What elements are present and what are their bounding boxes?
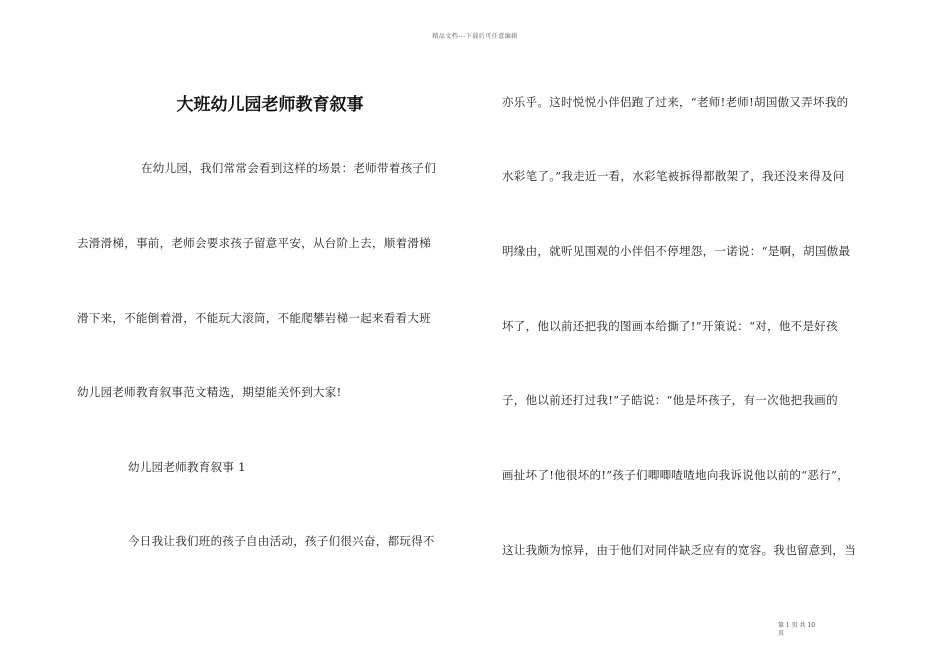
- right-line-6: 画扯坏了!他很坏的!”孩子们唧唧喳喳地向我诉说他以前的“恶行”，: [502, 468, 849, 482]
- left-line-4: 幼儿园老师教育叙事范文精选，期望能关怀到大家!: [77, 385, 342, 399]
- right-line-7: 这让我颇为惊异，由于他们对同伴缺乏应有的宽容。我也留意到，当: [502, 543, 856, 557]
- right-line-4: 坏了，他以前还把我的图画本给撕了!”开策说：“对，他不是好孩: [502, 319, 838, 333]
- page-number-line-1: 第 1 页 共 10: [778, 622, 816, 629]
- page-number: [778, 622, 858, 638]
- left-line-2: 去滑滑梯，事前，老师会要求孩子留意平安，从台阶上去，顺着滑梯: [77, 236, 431, 250]
- right-line-1: 亦乐乎。这时悦悦小伴侣跑了过来，“老师!老师!胡国傲又弄坏我的: [502, 95, 849, 109]
- page-number-line-2: 页: [778, 630, 785, 637]
- right-line-5: 子，他以前还打过我!”子皓说：“他是坏孩子，有一次他把我画的: [502, 393, 838, 407]
- page-header: 精品文档---下载后可任意编辑: [432, 33, 518, 40]
- left-line-1: 在幼儿园，我们常常会看到这样的场景：老师带着孩子们: [141, 161, 436, 175]
- right-line-3: 明缘由，就听见围观的小伴侣不停埋怨，一诺说：“是啊，胡国傲最: [502, 244, 851, 258]
- document-title: 大班幼儿园老师教育叙事: [176, 95, 364, 115]
- right-line-2: 水彩笔了。”我走近一看，水彩笔被拆得都散架了，我还没来得及问: [502, 169, 845, 183]
- left-line-6: 今日我让我们班的孩子自由活动，孩子们很兴奋，都玩得不: [128, 534, 435, 548]
- left-line-3: 滑下来，不能倒着滑，不能玩大滚筒，不能爬攀岩梯一起来看看大班: [77, 311, 431, 325]
- section-heading: 幼儿园老师教育叙事 1: [128, 460, 246, 474]
